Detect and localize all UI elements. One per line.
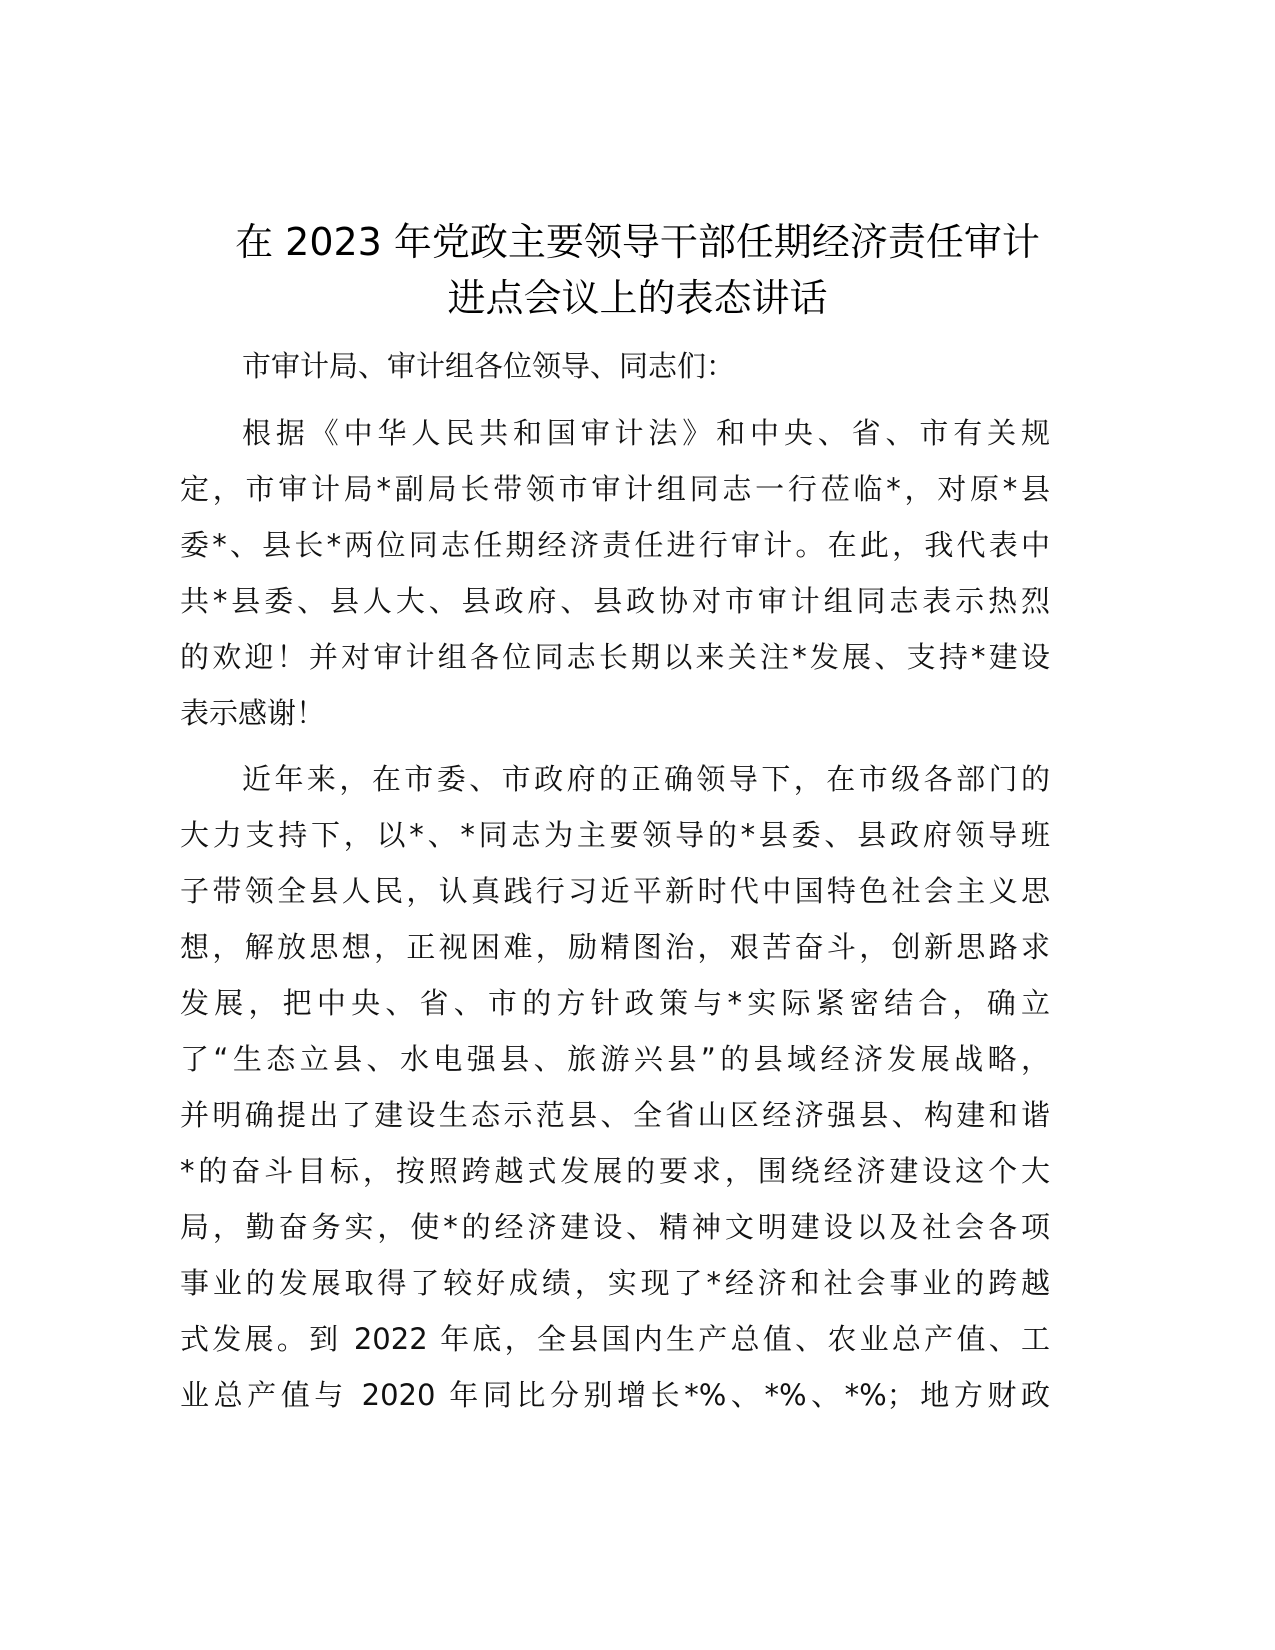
document-title-line-1: 在 2023 年党政主要领导干部任期经济责任审计 — [235, 220, 1040, 264]
paragraph-line: 局，勤奋务实，使*的经济建设、精神文明建设以及社会各项 — [180, 1210, 1050, 1244]
paragraph-line: 大力支持下，以*、*同志为主要领导的*县委、县政府领导班 — [180, 818, 1050, 852]
paragraph-line: 近年来，在市委、市政府的正确领导下，在市级各部门的 — [242, 762, 1050, 796]
paragraph-line: *的奋斗目标，按照跨越式发展的要求，围绕经济建设这个大 — [180, 1154, 1050, 1188]
paragraph-line: 并明确提出了建设生态示范县、全省山区经济强县、构建和谐 — [180, 1098, 1050, 1132]
paragraph-line: 事业的发展取得了较好成绩，实现了*经济和社会事业的跨越 — [180, 1266, 1050, 1300]
paragraph-achievements — [180, 751, 1050, 1423]
paragraph-line: 的欢迎！并对审计组各位同志长期以来关注*发展、支持*建设 — [180, 640, 1050, 674]
paragraph-line: 根据《中华人民共和国审计法》和中央、省、市有关规 — [242, 416, 1050, 450]
paragraph-line: 共*县委、县人大、县政府、县政协对市审计组同志表示热烈 — [180, 584, 1050, 618]
paragraph-line: 表示感谢！ — [180, 696, 326, 730]
document-title-line-2: 进点会议上的表态讲话 — [447, 276, 828, 320]
paragraph-line: 子带领全县人民，认真践行习近平新时代中国特色社会主义思 — [180, 874, 1050, 908]
paragraph-line: 想，解放思想，正视困难，励精图治，艰苦奋斗，创新思路求 — [180, 930, 1050, 964]
salutation-text: 市审计局、审计组各位领导、同志们： — [242, 349, 736, 383]
paragraph-line: 了“生态立县、水电强县、旅游兴县”的县域经济发展战略， — [180, 1042, 1050, 1076]
paragraph-welcome — [180, 405, 1050, 741]
paragraph-line: 委*、县长*两位同志任期经济责任进行审计。在此，我代表中 — [180, 528, 1050, 562]
paragraph-line: 定，市审计局*副局长带领市审计组同志一行莅临*，对原*县 — [180, 472, 1050, 506]
paragraph-line: 业总产值与 2020 年同比分别增长*%、*%、*%；地方财政 — [180, 1378, 1050, 1412]
salutation — [180, 338, 1050, 394]
paragraph-line: 发展，把中央、省、市的方针政策与*实际紧密结合，确立 — [180, 986, 1050, 1020]
paragraph-line: 式发展。到 2022 年底，全县国内生产总值、农业总产值、工 — [180, 1322, 1050, 1356]
